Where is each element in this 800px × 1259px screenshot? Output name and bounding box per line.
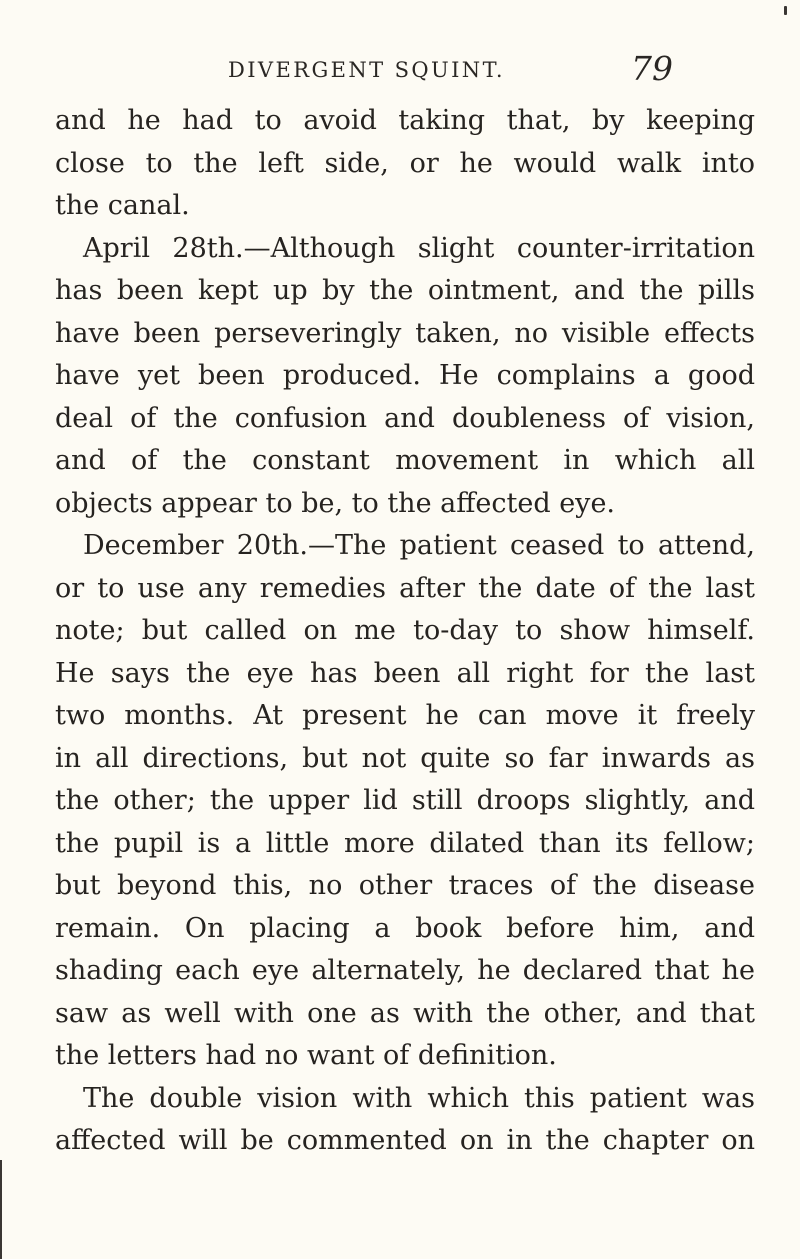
text-line: He says the eye has been all right for the last <box>55 657 755 689</box>
text-line: have yet been produced. He complains a good <box>55 360 755 391</box>
text-line: remain. On placing a book before him, and <box>55 912 755 944</box>
text-line: affected will be commented on in the chapter on <box>55 1125 755 1156</box>
text-line: close to the left side, or he would walk into <box>55 147 755 179</box>
text-line: April 28th.—Although slight counter-irritation <box>83 232 755 264</box>
text-line: or to use any remedies after the date of the last <box>55 572 755 604</box>
ink-mark <box>784 6 787 15</box>
text-line: the letters had no want of definition. <box>55 1040 557 1071</box>
text-line: and of the constant movement in which all <box>55 445 755 476</box>
text-line: shading each eye alternately, he declared that he <box>55 955 755 986</box>
text-line: the pupil is a little more dilated than its fellow; <box>55 827 755 859</box>
running-head: DIVERGENT SQUINT. <box>228 58 505 82</box>
text-line: two months. At present he can move it freely <box>55 700 755 731</box>
text-line: note; but called on me to-day to show himself. <box>55 615 755 646</box>
text-line: in all directions, but not quite so far inwards as <box>55 742 755 774</box>
text-line: deal of the confusion and doubleness of vision, <box>55 402 755 434</box>
text-line: objects appear to be, to the affected eye. <box>55 487 615 519</box>
text-line: and he had to avoid taking that, by keeping <box>55 105 755 136</box>
body-text <box>55 100 755 1163</box>
text-line: December 20th.—The patient ceased to attend, <box>83 530 755 561</box>
text-line: The double vision with which this patient was <box>83 1082 755 1114</box>
text-line: the canal. <box>55 190 190 221</box>
text-line: has been kept up by the ointment, and the pills <box>55 275 755 306</box>
text-line: have been perseveringly taken, no visible effects <box>55 317 755 349</box>
text-line: the other; the upper lid still droops slightly, and <box>55 785 755 816</box>
page-number: 79 <box>631 49 673 88</box>
text-line: but beyond this, no other traces of the disease <box>55 870 755 901</box>
margin-rule <box>0 1160 2 1259</box>
text-line: saw as well with one as with the other, and that <box>55 997 755 1029</box>
